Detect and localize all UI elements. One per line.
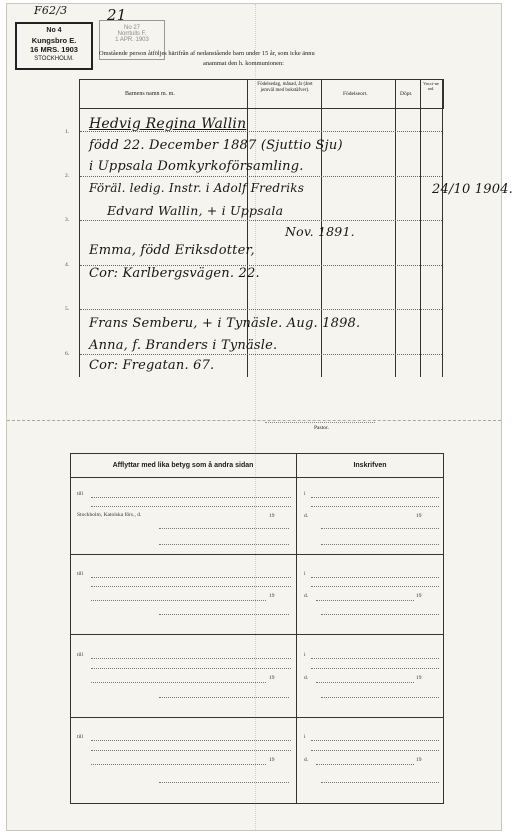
dotted-line — [159, 528, 289, 529]
row-number: 2. — [65, 173, 70, 179]
handwritten-guardian-wife: Anna, f. Branders i Tynäsle. — [89, 338, 278, 353]
dotted-line — [311, 750, 439, 751]
row-line — [80, 176, 442, 177]
dotted-line — [91, 764, 266, 765]
lower-header-right: Inskrifven — [353, 462, 387, 469]
header-baptism: Döpt. — [400, 91, 413, 97]
i-label: i — [304, 652, 306, 658]
till-label: till — [77, 734, 84, 740]
dotted-line — [159, 614, 289, 615]
handwritten-death-date: Nov. 1891. — [285, 224, 355, 239]
dotted-line — [311, 497, 439, 498]
transfer-form — [70, 453, 444, 804]
handwritten-parish: i Uppsala Domkyrkoförsamling. — [89, 159, 304, 174]
dotted-line — [316, 600, 414, 601]
dotted-line — [316, 682, 414, 683]
intro-text-line1: Omstående person åtföljes härifrån af nedanstående barn under 15 år, som icke ännu — [99, 50, 315, 57]
col-divider-4 — [420, 79, 421, 377]
dotted-line — [91, 668, 291, 669]
section-rule — [71, 634, 443, 635]
stamp-line1: No 4 — [46, 27, 62, 34]
dotted-line — [321, 528, 439, 529]
year-label: 19 — [269, 593, 275, 599]
dotted-line — [159, 697, 289, 698]
row-line — [80, 220, 442, 221]
row-line — [80, 354, 442, 355]
year-label: 19 — [416, 675, 422, 681]
dotted-line — [159, 782, 289, 783]
row-number: 4. — [65, 262, 70, 268]
till-label: till — [77, 652, 84, 658]
year-label: 19 — [416, 757, 422, 763]
stamp-city: STOCKHOLM. — [34, 55, 74, 62]
section-rule — [71, 554, 443, 555]
pastor-signature-line — [265, 422, 375, 423]
i-label: i — [304, 571, 306, 577]
handwritten-birth: född 22. December 1887 (Sjuttio Sju) — [89, 138, 343, 153]
dotted-line — [91, 586, 291, 587]
faint-stamp-line3: 1 APR. 1903 — [115, 37, 149, 43]
office-stamp — [15, 22, 93, 70]
dotted-line — [321, 544, 439, 545]
table-left-border — [79, 79, 80, 377]
handwritten-name: Hedvig Regina Wallin — [89, 116, 247, 132]
dotted-line — [316, 764, 414, 765]
till-label: till — [77, 491, 84, 497]
d-label: d. — [304, 675, 309, 681]
dotted-line — [311, 668, 439, 669]
corner-note: F62/3 — [34, 4, 68, 17]
dotted-line — [311, 586, 439, 587]
stamp-date: 16 MRS. 1903 — [30, 45, 78, 55]
i-label: i — [304, 734, 306, 740]
table-right-border — [442, 79, 443, 377]
row-number: 1. — [65, 129, 70, 135]
header-vacc: Vacci-nerad. — [423, 81, 439, 91]
dotted-line — [311, 577, 439, 578]
header-place: Födelseort. — [343, 91, 368, 97]
year-label: 19 — [269, 757, 275, 763]
header-birth: Födelsedag, månad, år (året jemväl med bokstäfver). — [257, 82, 313, 93]
dotted-line — [321, 782, 439, 783]
margin-date: 24/10 1904. — [432, 182, 513, 197]
year-label: 19 — [416, 513, 422, 519]
year-label: 19 — [269, 513, 275, 519]
d-label: d. — [304, 757, 309, 763]
lower-header-left: Afflyttar med lika betyg som å andra sidan — [112, 462, 254, 469]
dotted-line — [321, 697, 439, 698]
transfer-form-divider — [296, 454, 297, 803]
dotted-line — [91, 577, 291, 578]
dotted-line — [311, 506, 439, 507]
header-name: Barnens namn m. m. — [125, 91, 175, 97]
section-rule — [71, 717, 443, 718]
handwritten-parents: Föräl. ledig. Instr. i Adolf Fredriks — [89, 181, 305, 195]
handwritten-guardian: Frans Semberu, + i Tynäsle. Aug. 1898. — [89, 316, 361, 331]
stamp-line2: Kungsbro E. — [31, 35, 77, 45]
dotted-line — [91, 497, 291, 498]
col-divider-3 — [395, 79, 396, 377]
row-number: 3. — [65, 217, 70, 223]
number-note: 21 — [107, 6, 127, 24]
dotted-line — [91, 506, 291, 507]
horizontal-fold — [7, 420, 501, 421]
handwritten-mother: Emma, född Eriksdotter, — [89, 243, 255, 258]
dotted-line — [321, 614, 439, 615]
d-label: d. — [304, 513, 309, 519]
year-label: 19 — [416, 593, 422, 599]
col-divider-1 — [247, 79, 248, 377]
dotted-line — [91, 682, 266, 683]
handwritten-guardian-address: Cor: Fregatan. 67. — [89, 358, 215, 373]
dotted-line — [311, 740, 439, 741]
row-number: 6. — [65, 351, 70, 357]
year-label: 19 — [269, 675, 275, 681]
row-line — [80, 309, 442, 310]
dotted-line — [159, 544, 289, 545]
i-label: i — [304, 491, 306, 497]
dotted-line — [311, 658, 439, 659]
d-label: d. — [304, 593, 309, 599]
row-number: 5. — [65, 306, 70, 312]
transfer-form-header-rule — [71, 477, 443, 478]
faint-stamp-line2: Norrtulls F. — [117, 31, 147, 37]
pastor-label: Pastor. — [314, 425, 329, 431]
faint-stamp-line1: No 27 — [123, 25, 140, 31]
dotted-line — [91, 750, 291, 751]
dotted-line — [91, 740, 291, 741]
handwritten-father: Edvard Wallin, + i Uppsala — [107, 203, 284, 218]
intro-text-line2: anammat den h. kommunionen: — [203, 60, 284, 67]
till-label: till — [77, 571, 84, 577]
document-page — [6, 3, 513, 831]
dotted-line — [91, 658, 291, 659]
handwritten-address: Cor: Karlbergsvägen. 22. — [89, 266, 260, 281]
dotted-line — [91, 600, 266, 601]
parish-print: Stockholm, Katolska förs., d. — [77, 512, 142, 518]
